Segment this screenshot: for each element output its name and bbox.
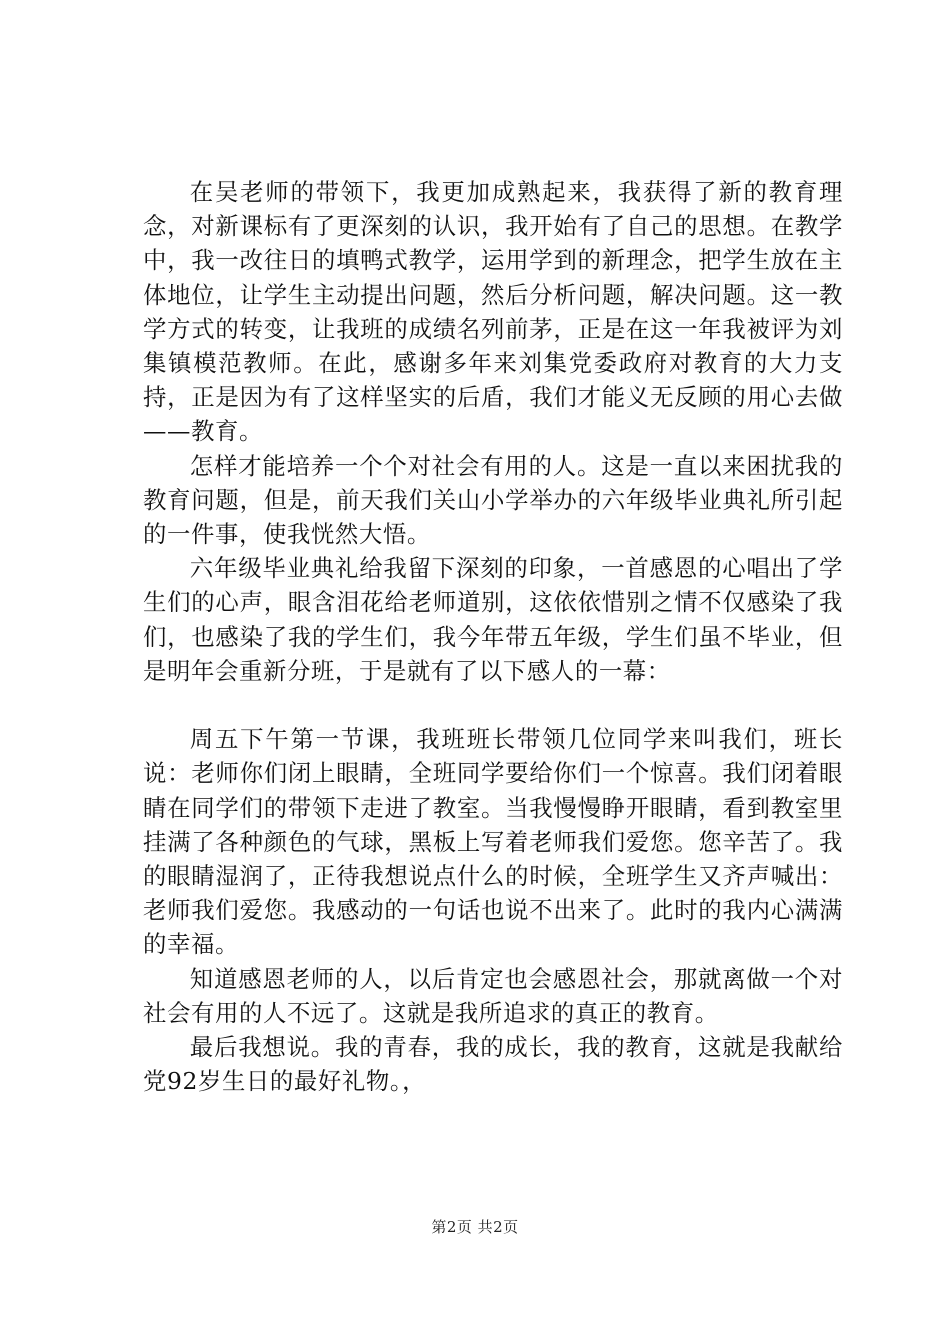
- paragraph-graduation-ceremony: 六年级毕业典礼给我留下深刻的印象，一首感恩的心唱出了学生们的心声，眼含泪花给老师道别，这依依惜别之情不仅感染了我们，也感染了我的学生们，我今年带五年级，学生们虽不毕业，但是明年会重新分班，于是就有了以下感人的一幕：: [143, 554, 843, 685]
- paragraph-education-question: 怎样才能培养一个个对社会有用的人。这是一直以来困扰我的教育问题，但是，前天我们关山小学举办的六年级毕业典礼所引起的一件事，使我恍然大悟。: [143, 451, 843, 549]
- paragraph-gratitude: 知道感恩老师的人，以后肯定也会感恩社会，那就离做一个对社会有用的人不远了。这就是我所追求的真正的教育。: [143, 964, 843, 1027]
- paragraph-closing: 最后我想说。我的青春，我的成长，我的教育，这就是我献给党92岁生日的最好礼物。，: [143, 1033, 843, 1096]
- document-body: [143, 175, 843, 1098]
- paragraph-teacher-guidance: 在吴老师的带领下，我更加成熟起来，我获得了新的教育理念，对新课标有了更深刻的认识，我开始有了自己的思想。在教学中，我一改往日的填鸭式教学，运用学到的新理念，把学生放在主体地位，让学生主动提出问题，然后分析问题，解决问题。这一教学方式的转变，让我班的成绩名列前茅，正是在这一年我被评为刘集镇模范教师。在此，感谢多年来刘集党委政府对教育的大力支持，正是因为有了这样坚实的后盾，我们才能义无反顾的用心去做——教育。: [143, 178, 843, 446]
- page-number-footer: 第2页 共2页: [431, 1218, 519, 1236]
- paragraph-classroom-surprise: 周五下午第一节课，我班班长带领几位同学来叫我们，班长说：老师你们闭上眼睛，全班同学要给你们一个惊喜。我们闭着眼睛在同学们的带领下走进了教室。当我慢慢睁开眼睛，看到教室里挂满了各种颜色的气球，黑板上写着老师我们爱您。您辛苦了。我的眼睛湿润了，正待我想说点什么的时候，全班学生又齐声喊出：老师我们爱您。我感动的一句话也说不出来了。此时的我内心满满的幸福。: [143, 725, 843, 959]
